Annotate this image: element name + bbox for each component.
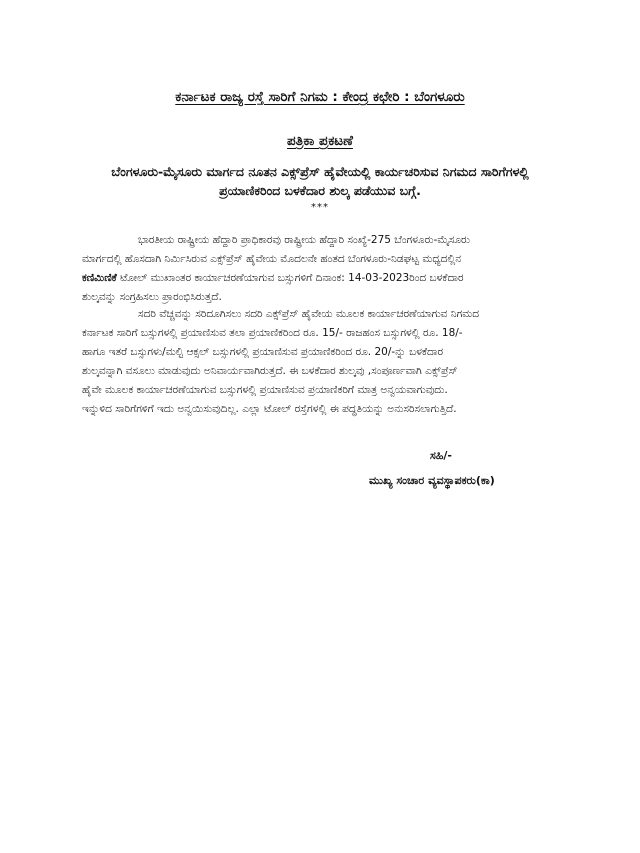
paragraph-2-line-1: ಸದರಿ ವೆಚ್ಚವನ್ನು ಸರಿದೂಗಿಸಲು ಸದರಿ ಎಕ್ಸ್‌ಪ್ರೆಸ್ ಹೈವೇಯ ಮೂಲಕ ಕಾರ್ಯಾಚರಣೆಯಾಗುವ ನಿಗಮದ <box>138 308 480 320</box>
press-release-title: ಪತ್ರಿಕಾ ಪ್ರಕಟಣೆ <box>287 133 353 149</box>
subject-line-1: ಬೆಂಗಳೂರು-ಮೈಸೂರು ಮಾರ್ಗದ ನೂತನ ಎಕ್ಸ್‌ಪ್ರೆಸ್ ಹೈವೇಯಲ್ಲಿ ಕಾರ್ಯಚರಿಸುವ ನಿಗಮದ ಸಾರಿಗೆಗಳಲ್ಲಿ <box>111 164 529 179</box>
paragraph-2-line-2: ಕರ್ನಾಟಕ ಸಾರಿಗೆ ಬಸ್ಸುಗಳಲ್ಲಿ ಪ್ರಯಾಣಿಸುವ ತಲಾ ಪ್ರಯಾಣಿಕರಿಂದ ರೂ. 15/- ರಾಜಹಂಸ ಬಸ್ಸುಗಳಲ್ಲಿ ರೂ. 18/- <box>82 327 463 339</box>
paragraph-1 <box>82 231 602 307</box>
paragraph-1-line-1: ಭಾರತೀಯ ರಾಷ್ಟ್ರೀಯ ಹೆದ್ದಾರಿ ಪ್ರಾಧಿಕಾರವು ರಾಷ್ಟ್ರೀಯ ಹೆದ್ದಾರಿ ಸಂಖ್ಯೆ-275 ಬೆಂಗಳೂರು-ಮೈಸೂರು <box>138 234 470 246</box>
paragraph-2-line-5: ಹೈವೇ ಮೂಲಕ ಕಾರ್ಯಾಚರಣೆಯಾಗುವ ಬಸ್ಸುಗಳಲ್ಲಿ ಪ್ರಯಾಣಿಸುವ ಪ್ರಯಾಣಿಕರಿಗೆ ಮಾತ್ರ ಅನ್ವಯವಾಗುವುದು. <box>82 384 448 396</box>
paragraph-2-line-6: ಇನ್ನುಳಿದ ಸಾರಿಗೆಗಳಿಗೆ ಇದು ಅನ್ವಯಿಸುವುದಿಲ್ಲ. ಎಲ್ಲಾ ಟೋಲ್ ರಸ್ತೆಗಳಲ್ಲಿ ಈ ಪದ್ಧತಿಯನ್ನು ಅನುಸರಿಸಲಾಗುತ್ತಿದೆ. <box>82 403 457 415</box>
paragraph-1-line-3 <box>82 269 602 288</box>
paragraph-2-line-3: ಹಾಗೂ ಇತರೆ ಬಸ್ಸುಗಳು/ಮಲ್ಟಿ ಆಕ್ಸಲ್ ಬಸ್ಸುಗಳಲ್ಲಿ ಪ್ರಯಾಣಿಸುವ ಪ್ರಯಾಣಿಕರಿಂದ ರೂ. 20/-ನ್ನು ಬಳಕೆದಾರ <box>82 346 444 358</box>
paragraph-2 <box>82 305 602 419</box>
separator-stars: *** <box>311 202 329 213</box>
toll-plaza-name: ಕಣಿಮಿಣಿಕೆ <box>82 272 117 284</box>
paragraph-1-line-2: ಮಾರ್ಗದಲ್ಲಿ ಹೊಸದಾಗಿ ನಿರ್ಮಿಸಿರುವ ಎಕ್ಸ್‌ಪ್ರೆಸ್ ಹೈವೇಯ ಮೊದಲನೇ ಹಂತದ ಬೆಂಗಳೂರು-ನಿಡಘಟ್ಟ ಮಧ್ಯದಲ್ಲಿನ <box>82 253 462 265</box>
paragraph-1-line-4: ಶುಲ್ಕವನ್ನು ಸಂಗ್ರಹಿಸಲು ಪ್ರಾರಂಭಿಸಿರುತ್ತದೆ. <box>82 291 222 303</box>
paragraph-2-line-4: ಶುಲ್ಕವನ್ನಾಗಿ ವಸೂಲು ಮಾಡುವುದು ಅನಿವಾರ್ಯವಾಗಿರುತ್ತದೆ. ಈ ಬಳಕೆದಾರ ಶುಲ್ಕವು ,ಸಂಪೂರ್ಣವಾಗಿ ಎಕ್ಸ್‌ಪ್ರೆಸ್ <box>82 365 458 377</box>
subject-line-2: ಪ್ರಯಾಣಿಕರಿಂದ ಬಳಕೆದಾರ ಶುಲ್ಕ ಪಡೆಯುವ ಬಗ್ಗೆ. <box>219 183 421 198</box>
paragraph-1-line-3-text: ಟೋಲ್ ಮುಖಾಂತರ ಕಾರ್ಯಾಚರಣೆಯಾಗುವ ಬಸ್ಸುಗಳಿಗೆ ದಿನಾಂಕ: 14-03-2023ರಿಂದ ಬಳಕೆದಾರ <box>116 272 464 284</box>
organization-heading: ಕರ್ನಾಟಕ ರಾಜ್ಯ ರಸ್ತೆ ಸಾರಿಗೆ ನಿಗಮ : ಕೇಂದ್ರ ಕಛೇರಿ : ಬೆಂಗಳೂರು <box>175 89 465 105</box>
signatory-title: ಮುಖ್ಯ ಸಂಚಾರ ವ್ಯವಸ್ಥಾಪಕರು(ಕಾ) <box>369 474 495 487</box>
subject-block <box>40 162 600 200</box>
signature-mark: ಸಹಿ/- <box>430 449 452 462</box>
